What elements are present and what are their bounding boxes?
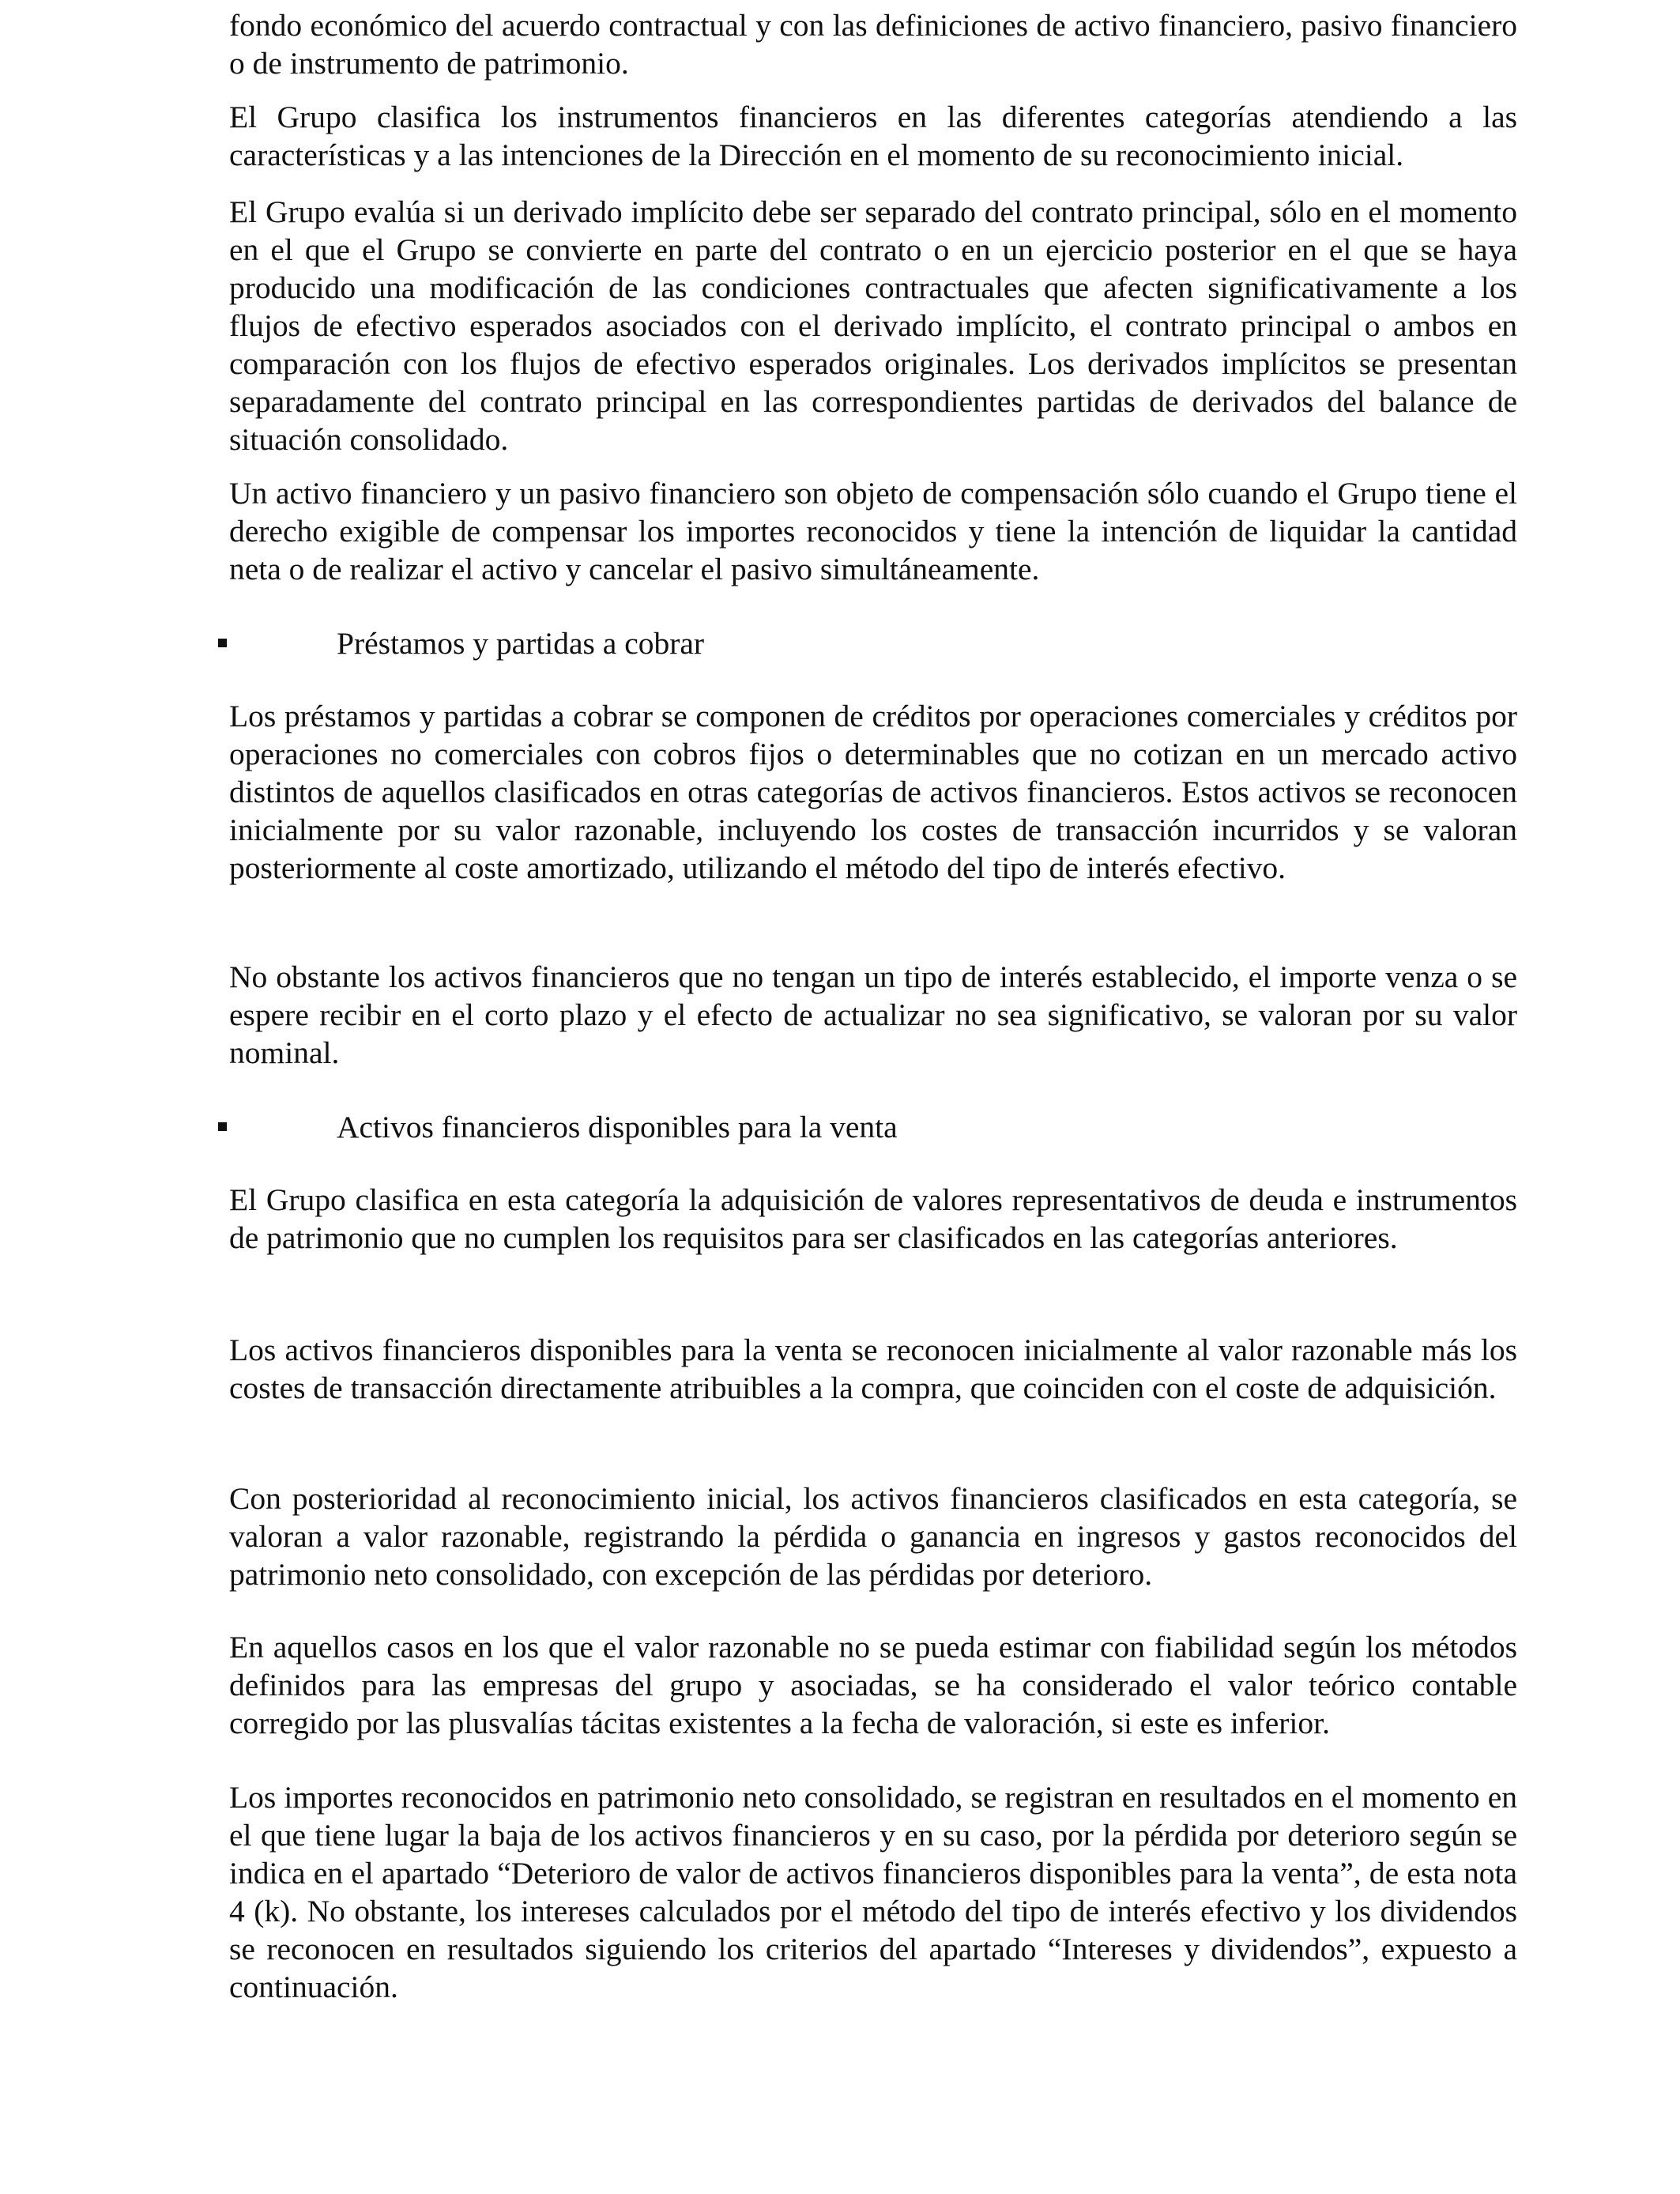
paragraph-prestamos-composicion: Los préstamos y partidas a cobrar se componen de créditos por operaciones comerciales y créditos por operaciones no comerciales con cobros fijos o determinables que no cotizan en un mercado activo distintos de aquellos clasificados en otras categorías de activos financieros. Estos activos se reconocen inicialmente por su valor razonable, incluyendo los costes de transacción incurridos y se valoran posteriormente al coste amortizado, utilizando el método del tipo de interés efectivo. bbox=[229, 699, 1517, 885]
bullet-square-icon bbox=[218, 639, 227, 647]
section-heading-text: Préstamos y partidas a cobrar bbox=[337, 626, 705, 661]
paragraph-valor-nominal: No obstante los activos financieros que no tengan un tipo de interés establecido, el importe venza o se espere recibir en el corto plazo y el efecto de actualizar no sea significativo, se valoran por su valor nominal. bbox=[229, 959, 1517, 1070]
paragraph-clasificacion-categoria: El Grupo clasifica en esta categoría la adquisición de valores representativos de deuda e instrumentos de patrimonio que no cumplen los requisitos para ser clasificados en las categorías anteriores. bbox=[229, 1182, 1517, 1255]
paragraph-posterioridad: Con posterioridad al reconocimiento inicial, los activos financieros clasificados en esta categoría, se valoran a valor razonable, registrando la pérdida o ganancia en ingresos y gastos reconocidos del patrimonio neto consolidado, con excepción de las pérdidas por deterioro. bbox=[229, 1481, 1517, 1592]
paragraph-compensacion: Un activo financiero y un pasivo financiero son objeto de compensación sólo cuando el Grupo tiene el derecho exigible de compensar los importes reconocidos y tiene la intención de liquidar la cantidad neta o de realizar el activo y cancelar el pasivo simultáneamente. bbox=[229, 476, 1517, 586]
paragraph-reconocimiento-inicial: Los activos financieros disponibles para la venta se reconocen inicialmente al valor razonable más los costes de transacción directamente atribuibles a la compra, que coinciden con el coste de adquisición. bbox=[229, 1333, 1517, 1405]
paragraph-importes-reconocidos: Los importes reconocidos en patrimonio neto consolidado, se registran en resultados en el momento en el que tiene lugar la baja de los activos financieros y en su caso, por la pérdida por deterioro según se indica en el apartado “Deterioro de valor de activos financieros disponibles para la venta”, de esta nota 4 (k). No obstante, los intereses calculados por el método del tipo de interés efectivo y los dividendos se reconocen en resultados siguiendo los criterios del apartado “Intereses y dividendos”, expuesto a continuación. bbox=[229, 1780, 1517, 2004]
section-heading-text: Activos financieros disponibles para la venta bbox=[337, 1110, 898, 1144]
paragraph-derivado-implicito: El Grupo evalúa si un derivado implícito debe ser separado del contrato principal, sólo en el momento en el que el Grupo se convierte en parte del contrato o en un ejercicio posterior en el que se haya producido una modificación de las condiciones contractuales que afecten significativamente a los flujos de efectivo esperados asociados con el derivado implícito, el contrato principal o ambos en comparación con los flujos de efectivo esperados originales. Los derivados implícitos se presentan separadamente del contrato principal en las correspondientes partidas de derivados del balance de situación consolidado. bbox=[229, 194, 1517, 457]
paragraph-clasificacion: El Grupo clasifica los instrumentos financieros en las diferentes categorías atendiendo a las características y a las intenciones de la Dirección en el momento de su reconocimiento inicial. bbox=[229, 100, 1517, 172]
bullet-square-icon bbox=[218, 1122, 227, 1131]
section-heading-prestamos bbox=[229, 624, 1517, 662]
paragraph-valor-razonable: En aquellos casos en los que el valor razonable no se pueda estimar con fiabilidad según los métodos definidos para las empresas del grupo y asociadas, se ha considerado el valor teórico contable corregido por las plusvalías tácitas existentes a la fecha de valoración, si este es inferior. bbox=[229, 1630, 1517, 1740]
paragraph-fondo-economico: fondo económico del acuerdo contractual y con las definiciones de activo financiero, pasivo financiero o de instrumento de patrimonio. bbox=[229, 8, 1517, 81]
section-heading-disponibles-venta bbox=[229, 1108, 1517, 1146]
